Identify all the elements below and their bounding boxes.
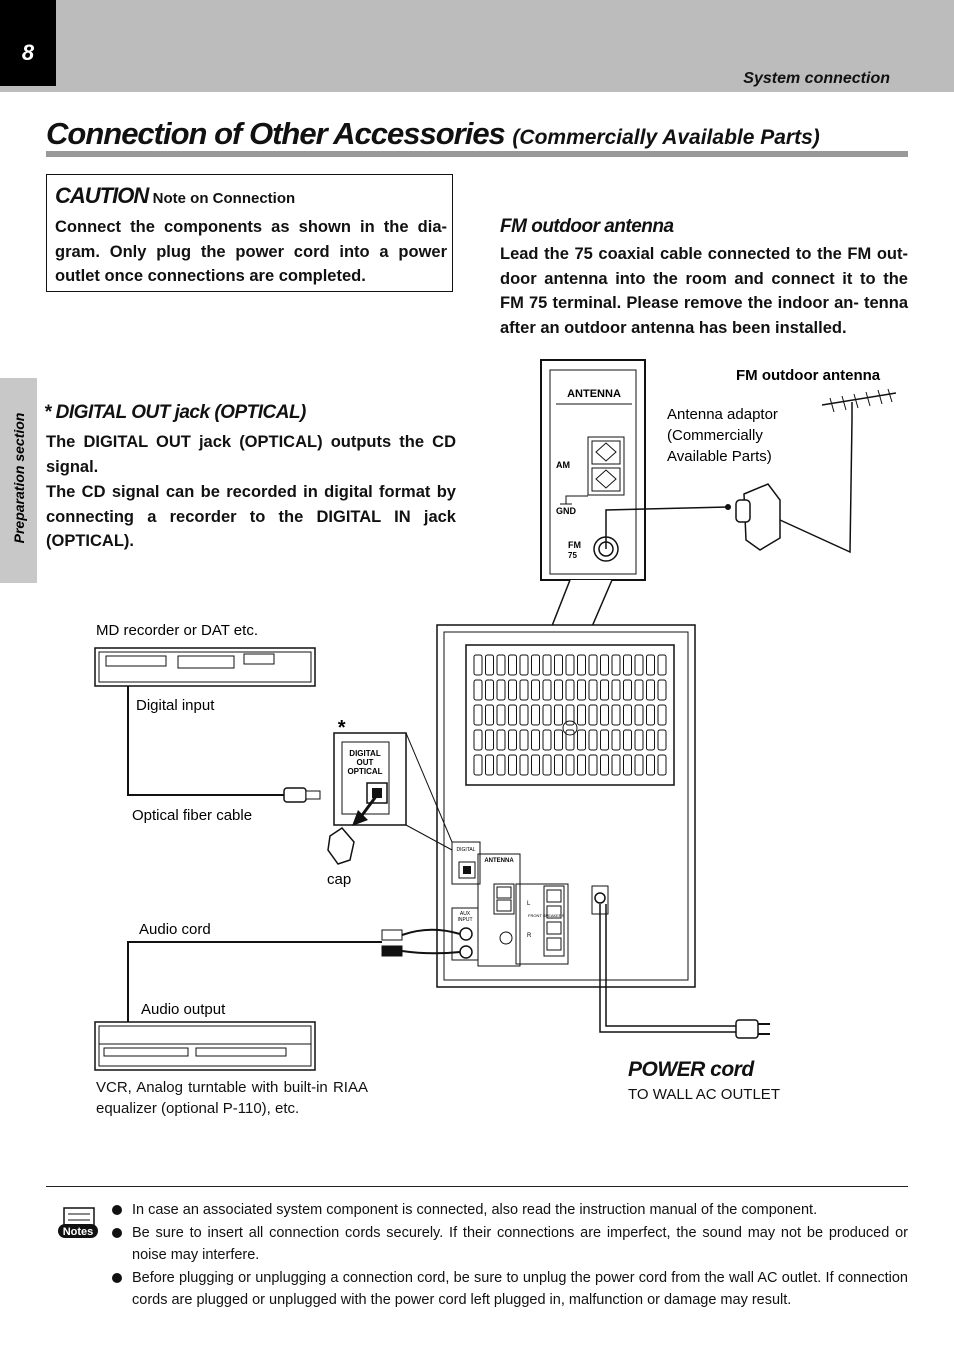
audio-cord-label: Audio cord [139,921,211,938]
note-text: Before plugging or unplugging a connection cord, be sure to unplug the power cord from the wall AC outlet. If connection cords are plugged or unplugged with the power cord left plugged in, malfunction or damage may result. [132,1269,908,1308]
page-title-sub: (Commercially Available Parts) [512,126,820,149]
connection-diagram [0,340,954,1140]
note-text: In case an associated system component is connected, also read the instruction manual of the component. [132,1202,818,1218]
caution-title [55,183,295,209]
power-cord-title: POWER cord [628,1058,754,1081]
antenna-panel-zoom [541,360,645,580]
page-title-main: Connection of Other Accessories [46,116,505,151]
fm-outdoor-antenna [822,389,896,420]
digital-out-label-2: OUT [356,758,374,767]
page-number: 8 [21,40,35,65]
fm-outdoor-antenna-label: FM outdoor antenna [736,367,881,384]
am-label: AM [556,460,570,470]
note-item [112,1222,908,1267]
caution-heading: Note on Connection [152,190,296,207]
rca-plugs [382,930,402,956]
section-title: System connection [743,70,890,87]
antenna-adaptor-label-1: Antenna adaptor [667,406,778,423]
fm-outdoor-text: Lead the 75 coaxial cable connected to the FM out- door antenna into the room and connect it to the FM 75 terminal. Please remove the indoor an- tenna after an outdoor antenna has been installed. [500,245,908,337]
bullet-icon [112,1228,122,1238]
speaker-l-label: L [527,901,531,907]
optical-fiber-label: Optical fiber cable [132,807,253,824]
digital-out-heading: * DIGITAL OUT jack (OPTICAL) [44,402,306,423]
fm-outdoor-heading: FM outdoor antenna [500,216,674,237]
md-recorder-label: MD recorder or DAT etc. [96,622,258,639]
gnd-label: GND [556,506,576,516]
caution-word: CAUTION [55,183,149,208]
digital-out-label-1: DIGITAL [349,749,381,758]
notes-icon [58,1204,100,1244]
digital-out-asterisk: * [337,717,345,739]
speaker-r-label: R [527,933,532,939]
fm75-label-2: 75 [568,551,577,560]
rear-antenna-label: ANTENNA [484,858,514,864]
antenna-adaptor-label-3: Available Parts) [667,448,772,465]
audio-output-label: Audio output [141,1001,226,1018]
side-tab-label: Preparation section [11,412,27,544]
bullet-icon [112,1205,122,1215]
aux-input-label-1: AUX [459,911,471,917]
rear-digital-label: DIGITAL [456,847,476,853]
antenna-adaptor [736,484,780,550]
optical-plug [284,788,320,802]
note-text: Be sure to insert all connection cords securely. If their connections are imperfect, the sound may not be produced or noise may interfere. [132,1224,908,1263]
fm75-label-1: FM [568,540,581,550]
md-recorder [95,648,315,686]
antenna-panel-title: ANTENNA [567,388,621,400]
digital-out-label-3: OPTICAL [347,767,383,776]
power-plug [736,1020,770,1038]
aux-input-label-2: INPUT [457,917,473,923]
caution-text: Connect the components as shown in the dia- gram. Only plug the power cord into a power outlet once connections are completed. [55,218,447,285]
page-title [46,116,820,152]
main-unit-rear-panel [437,625,695,987]
bullet-icon [112,1273,122,1283]
note-item [112,1267,908,1312]
digital-out-text-2: The CD signal can be recorded in digital format by connecting a recorder to the DIGITAL IN jack (OPTICAL). [46,483,456,550]
caution-box [46,174,453,292]
digital-out-text-1: The DIGITAL OUT jack (OPTICAL) outputs the CD signal. [46,433,456,476]
power-cord-sub: TO WALL AC OUTLET [628,1086,780,1103]
note-item [112,1199,908,1222]
digital-out-zoom-panel [334,733,406,825]
notes-list [112,1199,908,1312]
notes-rule [46,1186,908,1187]
title-rule [46,151,908,157]
notes-icon-label: Notes [62,1226,94,1238]
vcr-label: VCR, Analog turntable with built-in RIAA equalizer (optional P-110), etc. [96,1079,368,1117]
antenna-adaptor-label-2: (Commercially [667,427,763,444]
cap-label: cap [327,871,352,888]
digital-input-label: Digital input [136,697,215,714]
vcr [95,1022,315,1070]
front-speakers-label: FRONT SPEAKERS [528,913,565,918]
optical-cap [328,828,354,864]
